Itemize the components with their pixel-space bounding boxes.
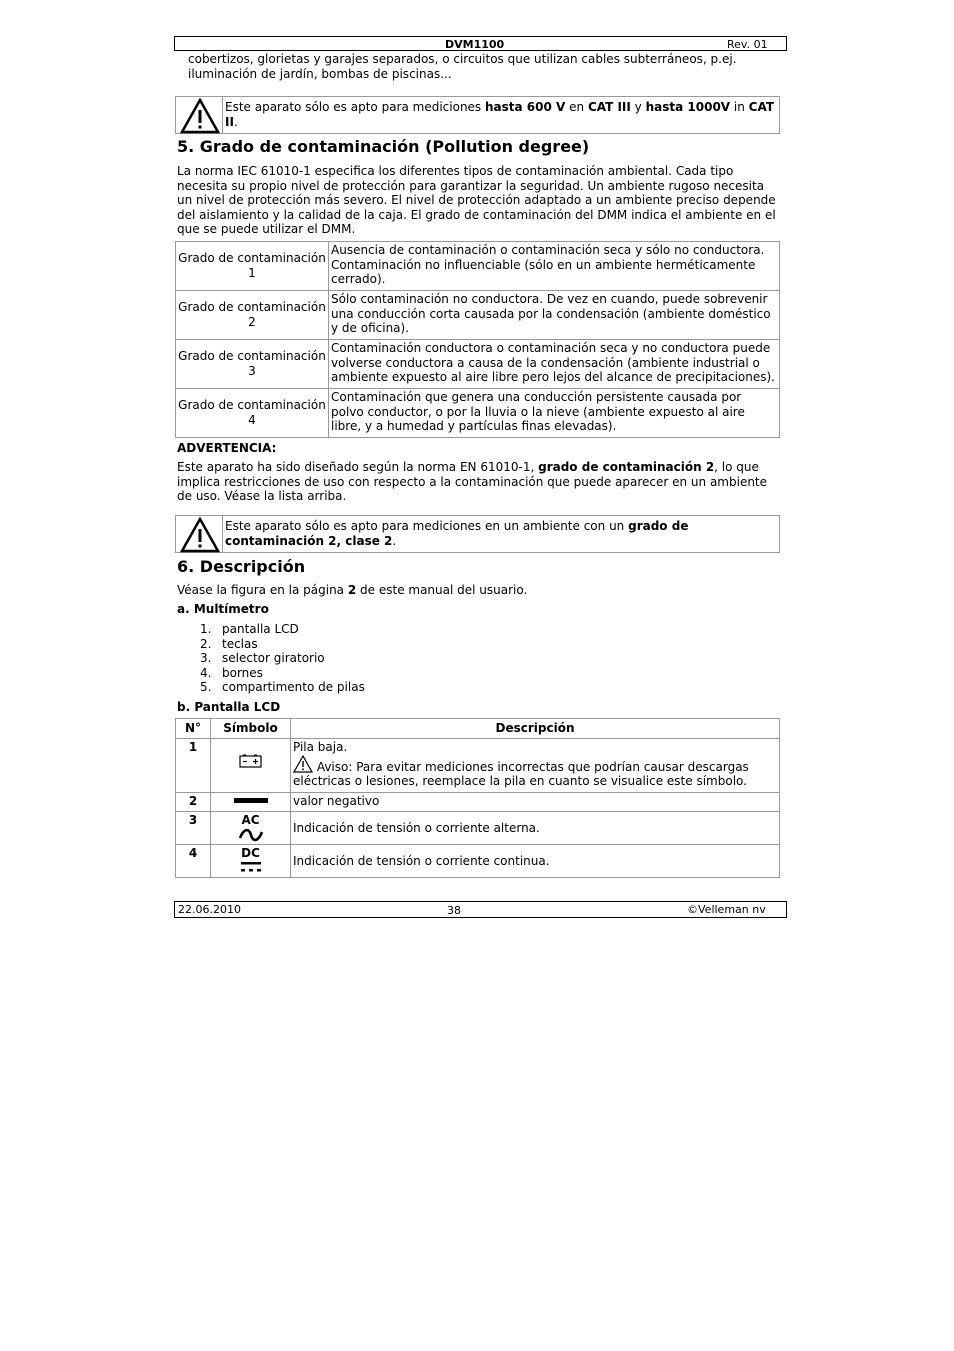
desc-cell: valor negativo [291,793,780,812]
ac-label: AC [241,813,260,827]
warning-icon-cell [176,97,223,133]
header-rev: Rev. 01 [727,38,768,51]
row-num: 1 [176,739,211,793]
symbol-cell [211,845,291,878]
desc-cell [291,739,780,793]
dc-icon [240,861,262,873]
header-model: DVM1100 [445,38,505,51]
desc-cell: Indicación de tensión o corriente alterna. [291,812,780,845]
warning-text-1: Este aparato sólo es apto para mediciones hasta 600 V en CAT III y hasta 1000V in CAT II. [225,100,775,129]
list-item: 1. pantalla LCD [200,622,299,636]
warning-box-1 [175,96,780,134]
advertencia-body: Este aparato ha sido diseñado según la norma EN 61010-1, grado de contaminación 2, lo que implica restricciones de uso con respecto a la contaminación que puede aparecer en un ambiente de uso. Véase la lista arriba. [177,460,768,504]
warning-triangle-icon [180,517,220,553]
table-row [176,291,780,340]
section5-body: La norma IEC 61010-1 especifica los diferentes tipos de contaminación ambiental. Cada tipo necesita su propio nivel de protección para garantizar la seguridad. Un ambiente rugoso necesita un nivel de protección más severo. El nivel de protección adaptado a un ambiente preciso depende del aislamiento y la calidad de la caja. El grado de contaminación del DMM indica el ambiente en el que se puede utilizar el DMM. [177,164,776,237]
pollution-label: Grado de contaminación 3 [176,340,329,389]
intro-text: cobertizos, glorietas y garajes separados, o circuitos que utilizan cables subterráneos, p.ej. iluminación de jardín, bombas de piscinas... [188,52,737,81]
row-num: 2 [176,793,211,812]
desc-warning: Aviso: Para evitar mediciones incorrectas que podrían causar descargas eléctricas o lesiones, reemplace la pila en cuanto se visualice este símbolo. [293,755,777,789]
pollution-label: Grado de contaminación 4 [176,389,329,438]
minus-bar-icon [234,797,268,805]
page-footer [174,901,787,918]
table-row [176,812,780,845]
pollution-table [175,241,780,438]
desc-line: Pila baja. [293,740,348,754]
battery-icon [239,754,263,768]
lcd-symbol-table [175,718,780,878]
table-header-row [176,719,780,739]
list-item: 3. selector giratorio [200,651,325,666]
footer-page: 38 [447,904,461,917]
warning-small-icon [293,755,313,773]
footer-date: 22.06.2010 [178,903,241,916]
warning-box-2 [175,515,780,553]
table-row [176,389,780,438]
list-item: 2. teclas [200,636,258,651]
symbol-cell [211,793,291,812]
table-row [176,845,780,878]
table-row [176,739,780,793]
subheading-pantalla: b. Pantalla LCD [177,700,281,714]
symbol-cell [211,739,291,793]
pollution-desc: Contaminación conductora o contaminación seca y no conductora puede volverse conductora a causa de la condensación (ambiente industrial o ambiente expuesto al aire libre pero lejos del alcance de precipitaciones). [329,340,780,389]
desc-cell: Indicación de tensión o corriente continua. [291,845,780,878]
subheading-multimetro: a. Multímetro [177,602,269,616]
pollution-desc: Contaminación que genera una conducción persistente causada por polvo conductor, o por la lluvia o la nieve (ambiente expuesto al aire libre, y a humedad y partículas finas elevadas). [329,389,780,438]
row-num: 4 [176,845,211,878]
warning-triangle-icon [180,98,220,134]
table-row [176,242,780,291]
multimeter-parts-list [200,622,365,695]
list-item: 4. bornes [200,665,263,680]
col-header-desc: Descripción [291,719,780,739]
dc-label: DC [241,846,260,860]
pollution-desc: Sólo contaminación no conductora. De vez en cuando, puede sobrevenir una conducción corta causada por la condensación (ambiente doméstico y de oficina). [329,291,780,340]
pollution-desc: Ausencia de contaminación o contaminación seca y sólo no conductora. Contaminación no influenciable (sólo en un ambiente herméticamente cerrado). [329,242,780,291]
tilde-icon [238,828,264,842]
pollution-label: Grado de contaminación 2 [176,291,329,340]
advertencia-title: ADVERTENCIA: [177,441,277,455]
table-row [176,793,780,812]
col-header-symbol: Símbolo [211,719,291,739]
pollution-label: Grado de contaminación 1 [176,242,329,291]
section5-title: 5. Grado de contaminación (Pollution degree) [177,137,590,156]
row-num: 3 [176,812,211,845]
warning-icon-cell [176,516,223,552]
symbol-cell [211,812,291,845]
table-row [176,340,780,389]
section6-title: 6. Descripción [177,557,306,576]
section6-intro: Véase la figura en la página 2 de este manual del usuario. [177,583,528,597]
page-header [174,36,787,51]
warning-text-2: Este aparato sólo es apto para mediciones en un ambiente con un grado de contaminación 2, clase 2. [225,519,689,548]
col-header-num: N° [176,719,211,739]
list-item: 5. compartimento de pilas [200,680,365,695]
footer-brand: ©Velleman nv [687,903,766,916]
